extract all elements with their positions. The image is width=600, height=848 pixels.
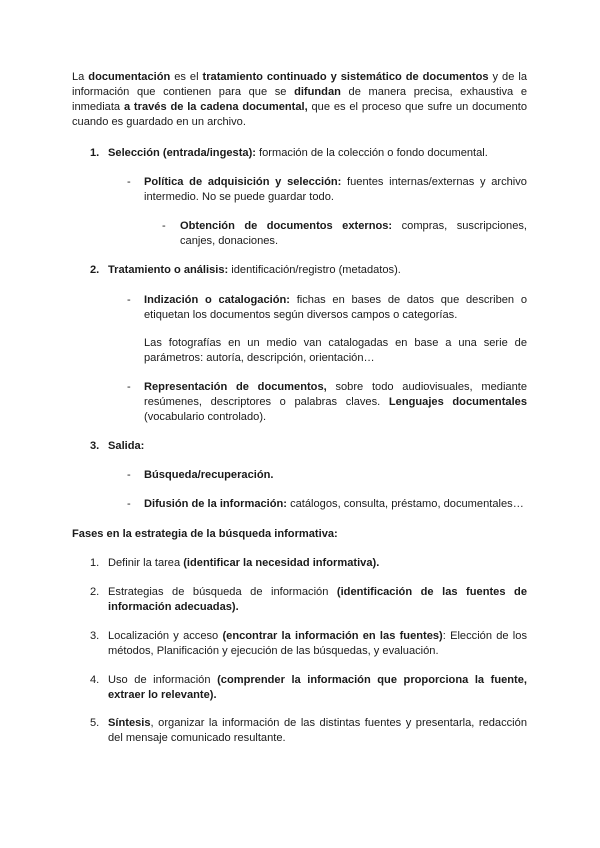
bullet-dash: -	[127, 381, 131, 393]
phase-bold: (comprender la información que proporciona la fuente, extraer lo relevante).	[108, 674, 527, 701]
bullet-dash: -	[127, 469, 131, 481]
phase-number: 4.	[90, 674, 100, 686]
phase-item	[108, 629, 527, 659]
stage-title: Selección (entrada/ingesta):	[108, 147, 256, 159]
intro-text: que es el proceso que sufre un documento cuando es guardado en un archivo.	[72, 101, 528, 128]
intro-bold: a través de la cadena documental,	[123, 101, 308, 113]
bullet-dash: -	[127, 176, 131, 188]
stage-item	[144, 175, 527, 205]
stage-item	[144, 293, 527, 323]
phase-item	[108, 585, 527, 615]
stage-title: Salida:	[108, 440, 145, 452]
stage-heading	[108, 439, 528, 454]
item-text: sobre todo audiovisuales, mediante resúmenes, descriptores o palabras claves.	[144, 381, 527, 408]
stage-item	[144, 497, 527, 512]
phase-item	[108, 673, 527, 703]
phase-bold: (identificación de las fuentes de información adecuadas).	[108, 586, 527, 613]
item-text: (vocabulario controlado).	[144, 411, 267, 423]
stage-item	[144, 380, 527, 425]
item-text: compras, suscripciones, canjes, donaciones.	[180, 220, 527, 247]
phase-text: Estrategias de búsqueda de información	[108, 586, 337, 598]
phases-heading-text: Fases en la estrategia de la búsqueda informativa:	[72, 528, 338, 540]
item-text: fichas en bases de datos que describen o etiquetan los documentos según diversos campos o categorías.	[144, 294, 527, 321]
stage-item	[180, 219, 527, 249]
item-title: Búsqueda/recuperación.	[144, 469, 274, 481]
phase-number: 3.	[90, 630, 100, 642]
phase-item	[108, 556, 527, 571]
phase-bold: Síntesis	[108, 717, 151, 729]
intro-bold: tratamiento continuado y sistemático de documentos	[202, 71, 489, 83]
stage-text: formación de la colección o fondo documental.	[255, 147, 488, 159]
item-text: fuentes internas/externas y archivo intermedio. No se puede guardar todo.	[144, 176, 527, 203]
phase-number: 2.	[90, 586, 100, 598]
phase-number: 1.	[90, 557, 100, 569]
item-note: Las fotografías en un medio van catalogadas en base a una serie de parámetros: autoría, descripción, orientación…	[144, 337, 527, 364]
item-title: Política de adquisición y selección:	[144, 176, 342, 188]
intro-bold: documentación	[88, 71, 171, 83]
phase-text: : Elección de los métodos, Planificación y ejecución de las búsquedas, y evaluación.	[108, 630, 527, 657]
phase-bold: (identificar la necesidad informativa).	[183, 557, 380, 569]
item-title: Obtención de documentos externos:	[180, 220, 393, 232]
stage-heading	[108, 263, 528, 278]
phase-text: , organizar la información de las distintas fuentes y presentarla, redacción del mensaje comunicado resultante.	[108, 717, 527, 744]
phase-text: Definir la tarea	[108, 557, 184, 569]
stage-number: 2.	[90, 264, 100, 276]
intro-text: La	[72, 71, 89, 83]
item-title: Indización o catalogación:	[144, 294, 290, 306]
bullet-dash: -	[127, 294, 131, 306]
intro-text: y de la información que contienen para que se	[72, 71, 527, 98]
bullet-dash: -	[162, 220, 166, 232]
stage-title: Tratamiento o análisis:	[108, 264, 229, 276]
intro-text: es el	[170, 71, 203, 83]
item-text: catálogos, consulta, préstamo, documentales…	[287, 498, 524, 510]
stage-text: identificación/registro (metadatos).	[228, 264, 401, 276]
phase-number: 5.	[90, 717, 100, 729]
item-title: Lenguajes documentales	[388, 396, 527, 408]
phase-bold: (encontrar la información en las fuentes)	[222, 630, 443, 642]
stage-number: 1.	[90, 147, 100, 159]
stage-number: 3.	[90, 440, 100, 452]
stage-item	[144, 468, 527, 483]
phase-item	[108, 716, 527, 746]
bullet-dash: -	[127, 498, 131, 510]
phase-text: Localización y acceso	[108, 630, 223, 642]
item-title: Difusión de la información:	[144, 498, 287, 510]
intro-paragraph	[72, 70, 527, 130]
phase-text: Uso de información	[108, 674, 218, 686]
phases-heading	[72, 527, 528, 542]
stage-heading	[108, 146, 528, 161]
intro-bold: difundan	[294, 86, 341, 98]
intro-text: de manera precisa, exhaustiva e inmediata	[72, 86, 527, 113]
item-title: Representación de documentos,	[144, 381, 327, 393]
